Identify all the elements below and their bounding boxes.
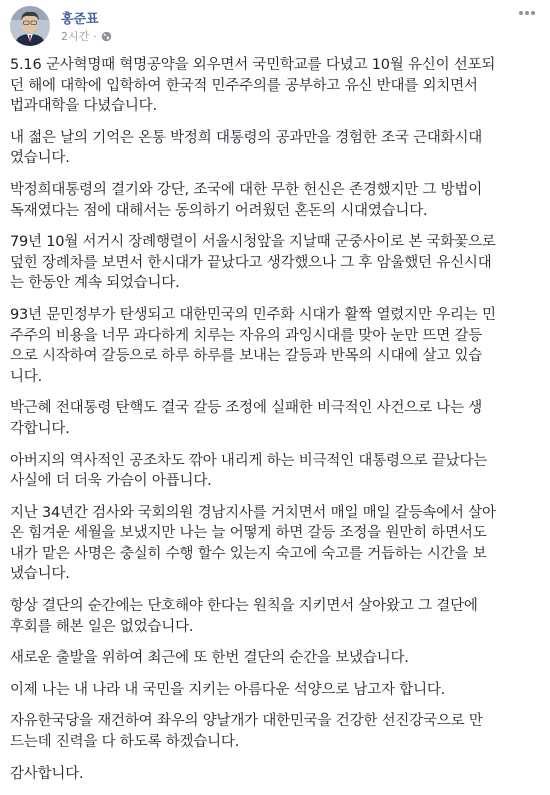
post-header: [10, 4, 540, 50]
text-line: 던 해에 대학에 입학하여 한국적 민주주의를 공부하고 유신 반대를 외치면서: [10, 77, 478, 94]
post-paragraph: [10, 648, 538, 669]
text-line: 덮힌 장례차를 보면서 한시대가 끝났다고 생각했으나 그 후 암울했던 유신시대: [10, 254, 492, 271]
post-paragraph: [10, 128, 538, 169]
author-name[interactable]: 홍준표: [61, 12, 99, 27]
post-paragraph: [10, 55, 538, 117]
post-body: [10, 55, 538, 795]
text-line: 새로운 출발을 위하여 최근에 또 한번 결단의 순간을 보냈습니다.: [10, 650, 409, 667]
text-line: 법과대학을 다녔습니다.: [10, 98, 157, 115]
text-line: 후회를 해본 일은 없었습니다.: [10, 618, 194, 635]
text-line: 각합니다.: [10, 420, 70, 437]
text-line: 니다.: [10, 368, 43, 385]
text-line: 내 젊은 날의 기억은 온통 박정희 대통령의 공과만을 경험한 조국 근대화시대: [10, 129, 483, 146]
text-line: 항상 결단의 순간에는 단호해야 한다는 원칙을 지키면서 살아왔고 그 결단에: [10, 598, 478, 615]
text-line: 였습니다.: [10, 150, 70, 167]
text-line: 드는데 진력을 다 하도록 하겠습니다.: [10, 734, 240, 751]
text-line: 는 한동안 계속 되었습니다.: [10, 275, 180, 292]
text-line: 이제 나는 내 나라 내 국민을 지키는 아름다운 석양으로 남고자 합니다.: [10, 681, 446, 698]
text-line: 사실에 더 더욱 가슴이 아픕니다.: [10, 473, 212, 490]
post-paragraph: [10, 180, 538, 221]
text-line: 5.16 군사혁명때 혁명공약을 외우면서 국민학교를 다녔고 10월 유신이 선포되: [10, 57, 496, 73]
text-line: 으로 시작하여 갈등으로 하루 하루를 보내는 갈등과 반목의 시대에 살고 있습: [10, 348, 483, 365]
text-line: 79년 10월 서거시 장례행렬이 서울시청앞을 지날때 군중사이로 본 국화꽃으로: [10, 234, 496, 251]
text-line: 냈습니다.: [10, 566, 70, 583]
post-paragraph: [10, 232, 538, 294]
text-line: 독재였다는 점에 대해서는 동의하기 어려웠던 혼돈의 시대였습니다.: [10, 202, 428, 219]
post-paragraph: [10, 764, 538, 785]
post-paragraph: [10, 503, 538, 585]
avatar[interactable]: [10, 6, 50, 46]
post-paragraph: [10, 680, 538, 701]
post-paragraph: [10, 398, 538, 439]
text-line: 감사합니다.: [10, 765, 84, 782]
more-options-icon[interactable]: [516, 6, 538, 20]
text-line: 박근혜 전대통령 탄핵도 결국 갈등 조정에 실패한 비극적인 사건으로 나는 생: [10, 400, 483, 417]
text-line: 지난 34년간 검사와 국회의원 경남지사를 거치면서 매일 매일 갈등속에서 살아: [10, 504, 496, 521]
post-meta: [61, 28, 112, 44]
text-line: 자유한국당을 재건하여 좌우의 양날개가 대한민국을 건강한 선진강국으로 만: [10, 713, 483, 730]
text-line: 박정희대통령의 결기와 강단, 조국에 대한 무한 헌신은 존경했지만 그 방법이: [10, 181, 483, 198]
text-line: 93년 문민정부가 탄생되고 대한민국의 민주화 시대가 활짝 열렸지만 우리는 민: [10, 306, 496, 323]
text-line: 아버지의 역사적인 공조차도 깎아 내리게 하는 비극적인 대통령으로 끝났다는: [10, 452, 488, 469]
text-line: 주주의 비용을 너무 과다하게 치루는 자유의 과잉시대를 맞아 눈만 뜨면 갈등: [10, 327, 483, 344]
globe-icon[interactable]: [101, 31, 112, 42]
post-timestamp[interactable]: 2시간: [61, 30, 90, 43]
post-paragraph: [10, 711, 538, 752]
person-photo-icon: [10, 6, 50, 46]
text-line: 온 힘겨운 세월을 보냈지만 나는 늘 어떻게 하면 갈등 조정을 원만히 하면서도: [10, 525, 487, 542]
post-paragraph: [10, 305, 538, 387]
text-line: 내가 맡은 사명은 충실히 수행 할수 있는지 숙고에 숙고를 거듭하는 시간을 보: [10, 545, 487, 562]
post-paragraph: [10, 451, 538, 492]
post-paragraph: [10, 596, 538, 637]
meta-separator: ·: [93, 29, 97, 43]
